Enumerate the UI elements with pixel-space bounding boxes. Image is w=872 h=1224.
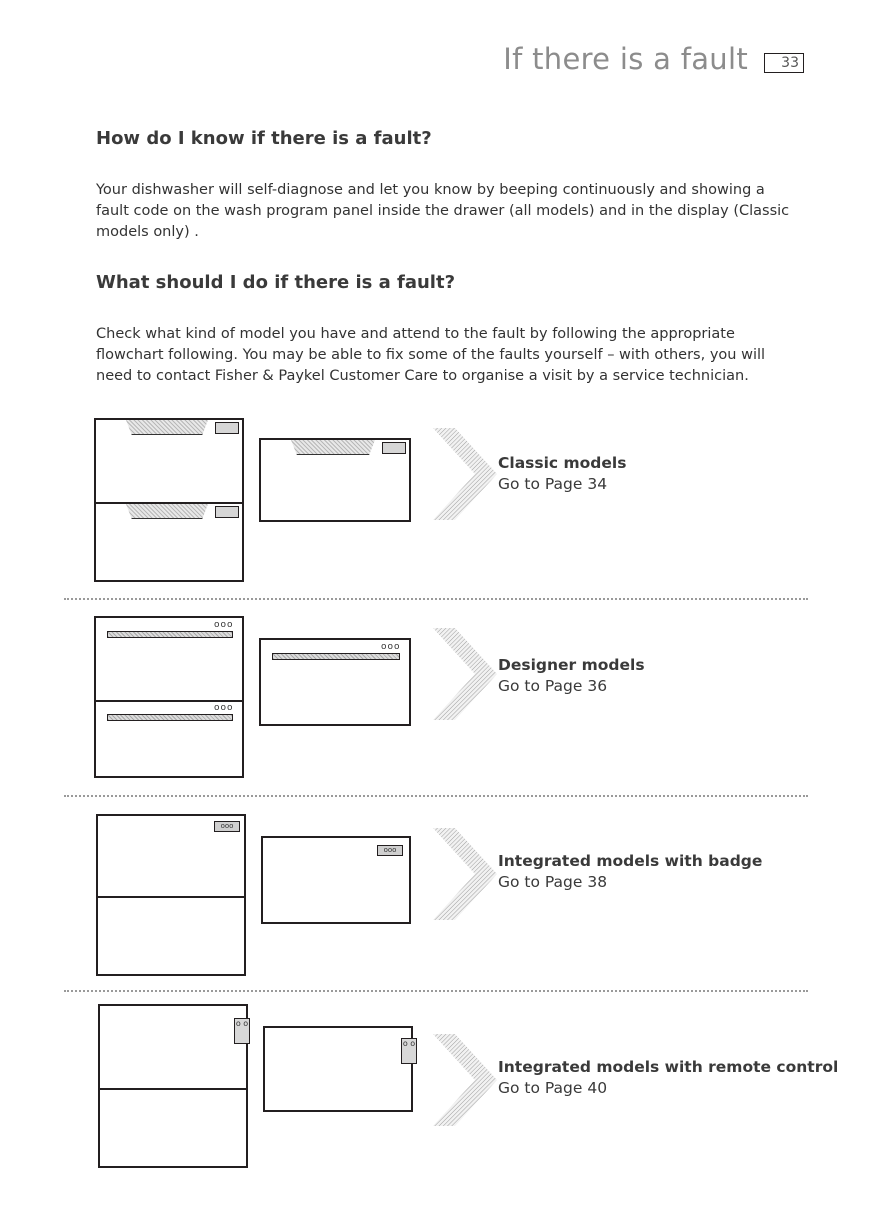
remote-control-icon: o o	[401, 1038, 417, 1064]
model-name-integrated-remote: Integrated models with remote control	[498, 1058, 839, 1076]
model-page-integrated-remote: Go to Page 40	[498, 1079, 608, 1097]
badge-icon: ooo	[377, 845, 403, 856]
model-row-classic	[0, 418, 872, 608]
chevron-right-icon	[433, 628, 499, 720]
model-row-designer	[0, 614, 872, 804]
display-panel-icon	[215, 422, 239, 434]
dotted-separator	[64, 990, 808, 992]
model-page-integrated-badge: Go to Page 38	[498, 873, 608, 891]
section-body-do: Check what kind of model you have and attend to the fault by following the appropriate flowchart following. You may be able to fix some of the faults yourself – with others, you will need to contact Fisher & Paykel Customer Care to organise a visit by a service technician.	[96, 326, 766, 384]
display-panel-icon	[215, 506, 239, 518]
double-drawer-illustration	[98, 1004, 248, 1168]
model-page-classic: Go to Page 34	[498, 475, 608, 493]
indicator-dots-icon: ooo	[214, 620, 234, 630]
indicator-dots-icon: ooo	[381, 642, 401, 652]
chevron-right-icon	[433, 1034, 499, 1126]
double-drawer-illustration	[94, 616, 244, 778]
section-heading-know: How do I know if there is a fault?	[96, 128, 432, 149]
dotted-separator	[64, 795, 808, 797]
single-drawer-illustration	[261, 836, 411, 924]
display-panel-icon	[382, 442, 406, 454]
page-title: If there is a fault	[503, 42, 748, 76]
section-body-know: Your dishwasher will self-diagnose and let you know by beeping continuously and showing a fault code on the wash program panel inside the drawer (all models) and in the display (Classic models only) .	[96, 182, 790, 240]
page-number: 33	[764, 53, 804, 73]
remote-control-icon: o o	[234, 1018, 250, 1044]
badge-icon: ooo	[214, 821, 240, 832]
model-name-integrated-badge: Integrated models with badge	[498, 852, 763, 870]
model-name-classic: Classic models	[498, 454, 627, 472]
model-page-designer: Go to Page 36	[498, 677, 608, 695]
model-row-integrated-badge	[0, 810, 872, 1000]
chevron-right-icon	[433, 428, 499, 520]
indicator-dots-icon: ooo	[214, 703, 234, 713]
dotted-separator	[64, 598, 808, 600]
double-drawer-illustration	[94, 418, 244, 582]
single-drawer-illustration	[263, 1026, 416, 1112]
model-row-integrated-remote	[0, 1002, 872, 1192]
single-drawer-illustration	[259, 638, 411, 726]
section-heading-do: What should I do if there is a fault?	[96, 272, 456, 293]
single-drawer-illustration	[259, 438, 411, 522]
double-drawer-illustration	[96, 814, 246, 976]
chevron-right-icon	[433, 828, 499, 920]
model-name-designer: Designer models	[498, 656, 645, 674]
